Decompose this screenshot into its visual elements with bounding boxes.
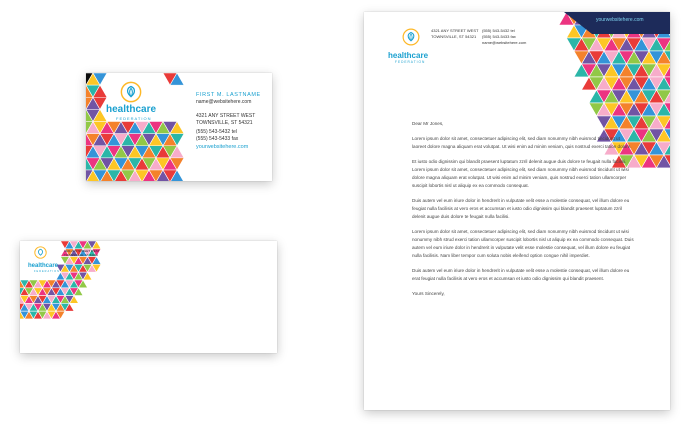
lotus-heart-icon	[402, 28, 420, 46]
letter-body	[412, 120, 634, 305]
letter-closing: Yours Sincerely,	[412, 291, 445, 296]
card-phone-fax: (555) 543-5433 fax	[196, 136, 239, 142]
envelope-triangle-pattern	[20, 241, 277, 353]
envelope-address-line2: TOWNSVILLE, ST 54321	[64, 253, 98, 257]
brand-name: healthcare	[28, 263, 59, 269]
letter-paragraph-5: Duis autem vel eum iriure dolor in hendrerit in vulputate velit esse a molestie consequat, vel illum dolore eu erat feugiat nulla facilisis at vero eros et accumsan et iusto odio dignissim qui blandit praesent.	[412, 268, 630, 281]
letterhead-website: yourwebsitehere.com	[596, 17, 644, 23]
letterhead	[364, 12, 670, 410]
business-card	[86, 73, 272, 181]
envelope-address-line1: 4321 ANY STREET WEST	[64, 249, 100, 253]
letterhead-phone-tel: (555) 543-5432 tel	[482, 28, 515, 33]
lotus-heart-icon	[120, 81, 142, 103]
card-email: name@websitehere.com	[196, 99, 252, 105]
letterhead-phone-fax: (555) 543-5433 fax	[482, 34, 516, 39]
lotus-heart-icon	[34, 246, 47, 259]
letter-paragraph-4: Lorem ipsum dolor sit amet, consectetuer adipiscing elit, sed diam nonummy nibh euismod tincidunt ut wisi nonummy nibh strud exerci tation ullamcorper suscipit lobortis nisl ut aliquip ex ea commodo consequat. Duis autem vel eum iriure dolor in hendrerit in vulputate velit esse molestie consequat, vel illum dolore eu feugiat nulla facilisis. Nam liber tempor cum soluta nobis eleifend option congue nihil imperdiet.	[412, 229, 634, 258]
card-triangle-pattern	[86, 73, 272, 181]
brand-subtitle: FEDERATION	[34, 270, 60, 273]
letter-paragraph-3: Duis autem vel eum iriure dolor in hendrerit in vulputate velit esse a molestie consequat, vel illum dolore eu feugiat nulla facilisis at vero eros et accumsan et iusto odio dignissim qui blandit praesent luptatum zzril delenit augue duis dolore te feugait nulla facilisi.	[412, 198, 630, 219]
envelope	[20, 241, 277, 353]
brand-subtitle: FEDERATION	[116, 116, 152, 121]
letter-salutation: Dear Mr Jones,	[412, 121, 444, 126]
card-person-name: FIRST M. LASTNAME	[196, 92, 261, 98]
brand-name: healthcare	[106, 104, 157, 115]
card-website: yourwebsitehere.com	[196, 144, 249, 150]
letterhead-email: name@websitehere.com	[482, 40, 527, 45]
brand-name: healthcare	[388, 51, 429, 60]
letterhead-address-line1: 4321 ANY STREET WEST	[431, 28, 479, 33]
letter-paragraph-1: Lorem ipsum dolor sit amet, consectetuer adipiscing elit, sed diam nonummy nibh euismod tincidunt ut laoreet dolore magna aliquam erat volutpat. Ut wisi enim ad minim veniam, quis nostrud exerci tation dolore.	[412, 136, 632, 149]
card-phone-tel: (555) 543-5432 tel	[196, 129, 237, 135]
card-address-line2: TOWNSVILLE, ST 54321	[196, 120, 253, 126]
brand-subtitle: FEDERATION	[395, 60, 426, 64]
card-address-line1: 4321 ANY STREET WEST	[196, 113, 256, 119]
letter-paragraph-2: Et iusto odio dignissim qui blandit praesent luptatum zzril delenit augue duis dolore te feugait nulla facilisi. Lorem ipsum dolor sit amet, consectetuer adipiscing elit, sed diam nonummy nibh euismod tincidunt ut wisi dolore magna aliquam erat volutpat. Ut wisi enim ad minim veniam, quis nostrud exerci tation ullamcorper suscipit lobortis nisl ut aliquip ex ea commodo consequat.	[412, 159, 629, 188]
letterhead-address-line2: TOWNSVILLE, ST 54321	[431, 34, 477, 39]
